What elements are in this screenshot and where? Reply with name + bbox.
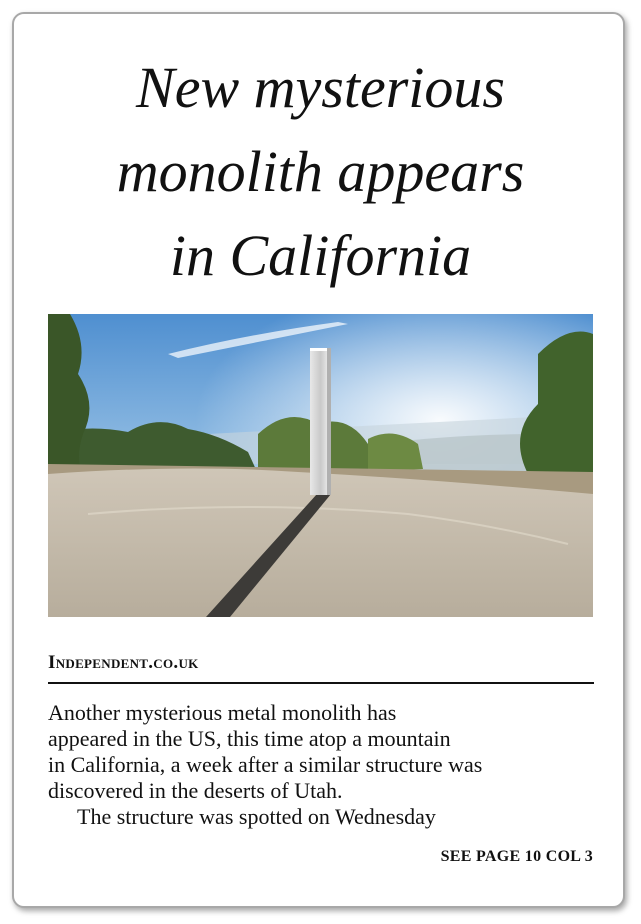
article-line: The structure was spotted on Wednesday bbox=[77, 804, 436, 829]
article-line: in California, a week after a similar structure was bbox=[48, 752, 483, 777]
article-line: discovered in the deserts of Utah. bbox=[48, 778, 343, 803]
headline bbox=[0, 46, 641, 298]
source-credit: Independent.co.uk bbox=[48, 652, 199, 673]
article-line: Another mysterious metal monolith has bbox=[48, 700, 397, 725]
divider bbox=[48, 682, 594, 684]
headline-line: monolith appears bbox=[116, 139, 525, 204]
article-line: appeared in the US, this time atop a mountain bbox=[48, 726, 451, 751]
continuation-note: SEE PAGE 10 COL 3 bbox=[440, 848, 593, 865]
monolith-photo bbox=[48, 314, 593, 617]
headline-line: New mysterious bbox=[136, 55, 505, 120]
article-body bbox=[48, 700, 608, 830]
headline-line: in California bbox=[169, 223, 472, 288]
